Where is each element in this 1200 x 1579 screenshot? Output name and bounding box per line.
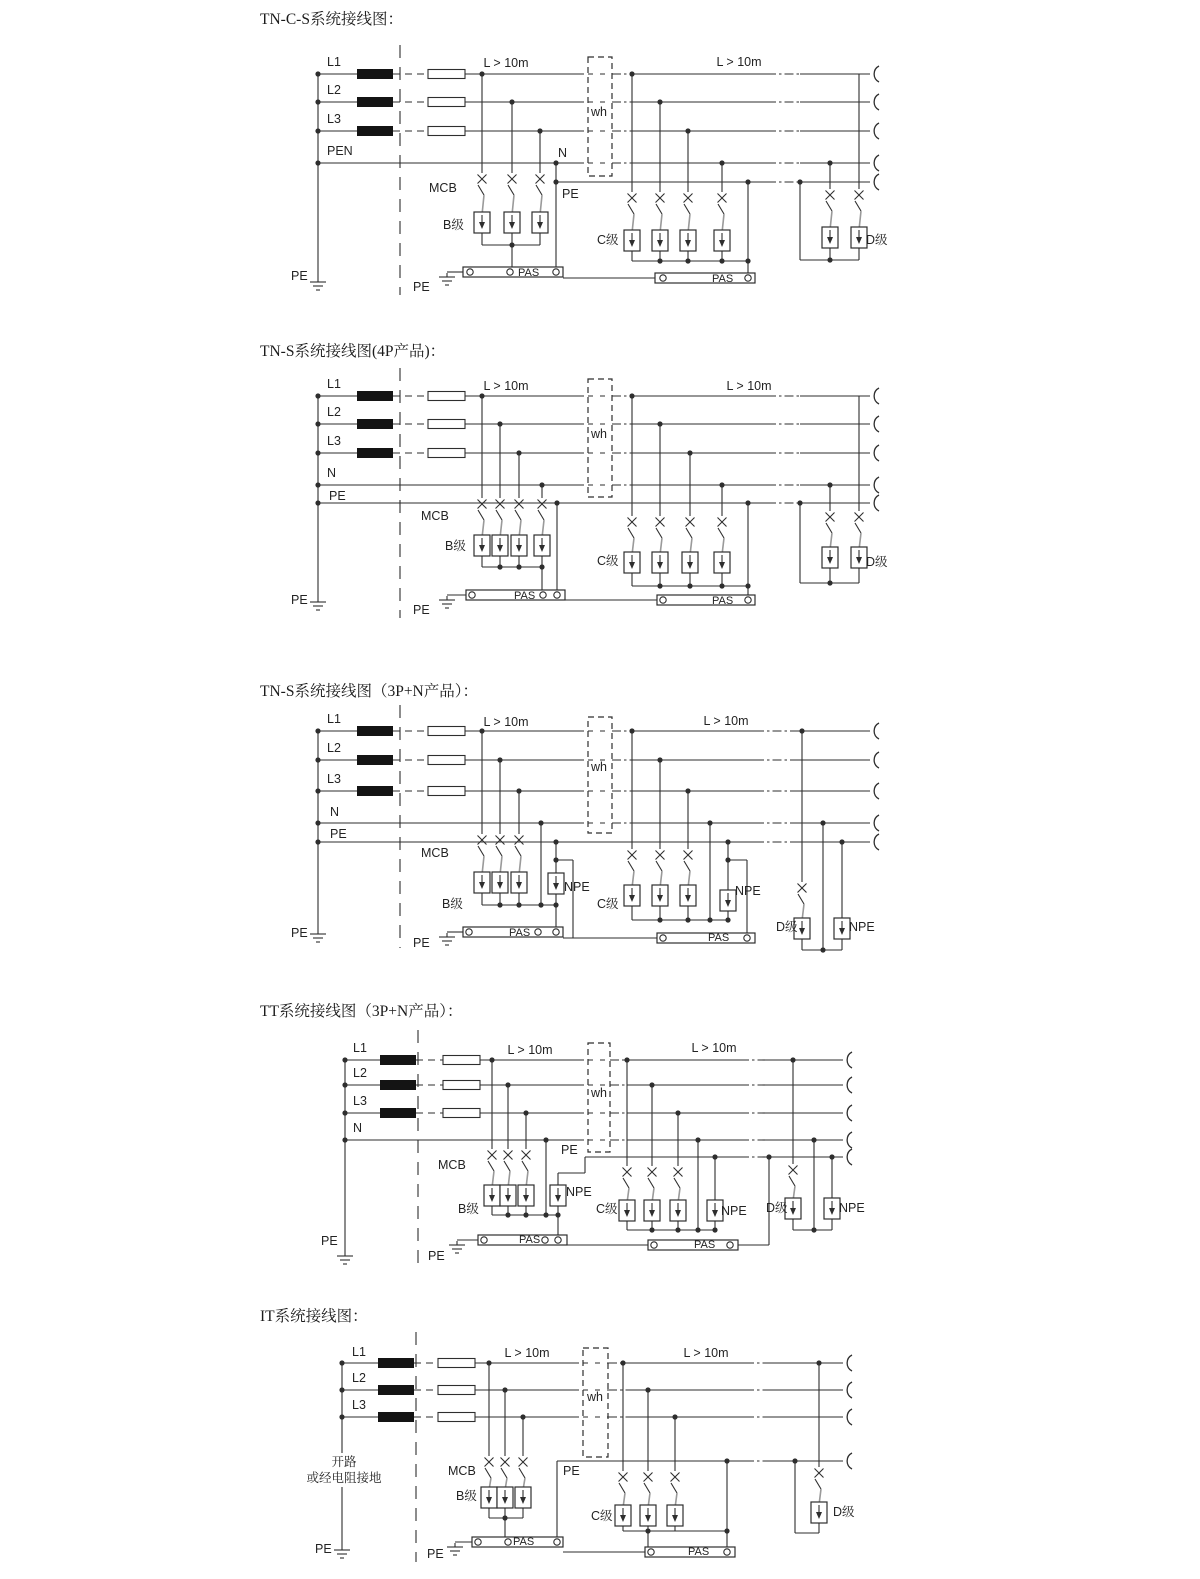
pe-ground-label: PE [315, 1542, 332, 1556]
diagram-title: TT系统接线图（3P+N产品）： [260, 1003, 463, 1020]
mcb-label: MCB [438, 1158, 466, 1172]
npe-label: NPE [849, 920, 875, 934]
diagram-tn-c-s-wiring [310, 45, 879, 295]
wire-label-n: N [558, 146, 568, 160]
wire-label-l1: L1 [353, 1041, 367, 1055]
spd-class-d-label: D级 [866, 555, 888, 569]
spd-class-b-label: B级 [443, 218, 464, 232]
pas-bar-label: PAS [519, 1234, 541, 1246]
wire-label-l1: L1 [352, 1345, 366, 1359]
pas-bar-label: PAS [514, 590, 536, 602]
spd-class-d-label: D级 [866, 233, 888, 247]
pas-bar-label: PAS [694, 1239, 716, 1251]
npe-label: NPE [839, 1201, 865, 1215]
wire-label-l2: L2 [327, 405, 341, 419]
npe-label: NPE [721, 1204, 747, 1218]
spd-class-c-label: C级 [597, 897, 619, 911]
diagram-it [260, 1307, 855, 1562]
pe-ground-label: PE [291, 926, 308, 940]
distance-label: L > 10m [483, 56, 529, 70]
spd-class-c-label: C级 [597, 554, 619, 568]
npe-label: NPE [564, 880, 590, 894]
wire-label-n: N [330, 805, 340, 819]
pas-bar-label: PAS [513, 1536, 535, 1548]
distance-label: L > 10m [703, 714, 749, 728]
wire-label-l3: L3 [353, 1094, 367, 1108]
pe-ground-label: PE [413, 603, 430, 617]
wire-label-l1: L1 [327, 55, 341, 69]
spd-class-b-label: B级 [456, 1489, 477, 1503]
wire-label-n: N [327, 466, 337, 480]
wire-label-l3: L3 [327, 772, 341, 786]
wire-label-l3: L3 [327, 112, 341, 126]
spd-class-d-label: D级 [776, 920, 798, 934]
pe-ground-label: PE [413, 280, 430, 294]
wire-label-pe: PE [562, 187, 579, 201]
wire-label-pe: PE [330, 827, 347, 841]
wire-label-l2: L2 [327, 83, 341, 97]
spd-class-c-label: C级 [597, 233, 619, 247]
spd-class-b-label: B级 [442, 897, 463, 911]
diagram-title: TN-S系统接线图(4P产品)： [260, 343, 446, 360]
neutral-treatment-label: 或经电阻接地 [306, 1471, 382, 1485]
meter-label: wh [591, 1086, 607, 1100]
wire-label-l3: L3 [327, 434, 341, 448]
wire-label-l1: L1 [327, 377, 341, 391]
distance-label: L > 10m [683, 1346, 729, 1360]
pas-bar-label: PAS [518, 267, 540, 279]
diagram-tn-s-3pn [260, 682, 879, 953]
distance-label: L > 10m [483, 715, 529, 729]
distance-label: L > 10m [716, 55, 762, 69]
wire-label-l2: L2 [327, 741, 341, 755]
meter-label: wh [591, 427, 607, 441]
wire-label-pe: PE [561, 1143, 578, 1157]
diagram-title: TN-S系统接线图（3P+N产品）： [260, 683, 478, 700]
pe-ground-label: PE [428, 1249, 445, 1263]
pas-bar-label: PAS [712, 595, 734, 607]
npe-label: NPE [735, 884, 761, 898]
diagram-tn-c-s [260, 10, 888, 295]
wire-label-l2: L2 [352, 1371, 366, 1385]
pas-bar-label: PAS [708, 932, 730, 944]
distance-label: L > 10m [504, 1346, 550, 1360]
pe-ground-label: PE [291, 269, 308, 283]
pe-ground-label: PE [413, 936, 430, 950]
wire-label-pe: PE [563, 1464, 580, 1478]
wire-label-l1: L1 [327, 712, 341, 726]
meter-label: wh [591, 760, 607, 774]
pe-ground-label: PE [291, 593, 308, 607]
diagram-title: IT系统接线图： [260, 1308, 368, 1325]
meter-label: wh [587, 1390, 603, 1404]
spd-class-d-label: D级 [833, 1505, 855, 1519]
spd-class-c-label: C级 [591, 1509, 613, 1523]
spd-class-c-label: C级 [596, 1202, 618, 1216]
spd-class-b-label: B级 [458, 1202, 479, 1216]
spd-class-d-label: D级 [766, 1201, 788, 1215]
wire-label-l2: L2 [353, 1066, 367, 1080]
neutral-treatment-label: 开路 [331, 1455, 357, 1469]
diagram-tn-s-4p [260, 342, 888, 618]
distance-label: L > 10m [507, 1043, 553, 1057]
diagram-it-wiring [334, 1332, 852, 1562]
wire-label-pe: PE [329, 489, 346, 503]
mcb-label: MCB [421, 846, 449, 860]
wire-label-pen: PEN [327, 144, 353, 158]
diagram-tt-3pn [260, 1002, 865, 1268]
wire-label-l3: L3 [352, 1398, 366, 1412]
pas-bar-label: PAS [712, 273, 734, 285]
pas-bar-label: PAS [688, 1546, 710, 1558]
mcb-label: MCB [429, 181, 457, 195]
diagram-tn-s-4p-wiring [310, 368, 879, 618]
pe-ground-label: PE [321, 1234, 338, 1248]
distance-label: L > 10m [483, 379, 529, 393]
spd-class-b-label: B级 [445, 539, 466, 553]
diagram-title: TN-C-S系统接线图： [260, 11, 403, 28]
mcb-label: MCB [421, 509, 449, 523]
npe-label: NPE [566, 1185, 592, 1199]
distance-label: L > 10m [691, 1041, 737, 1055]
mcb-label: MCB [448, 1464, 476, 1478]
wire-label-n: N [353, 1121, 363, 1135]
meter-label: wh [591, 105, 607, 119]
diagram-tt-3pn-wiring [337, 1030, 852, 1268]
distance-label: L > 10m [726, 379, 772, 393]
pe-ground-label: PE [427, 1547, 444, 1561]
pas-bar-label: PAS [509, 927, 531, 939]
diagram-tn-s-3pn-wiring [310, 705, 879, 953]
